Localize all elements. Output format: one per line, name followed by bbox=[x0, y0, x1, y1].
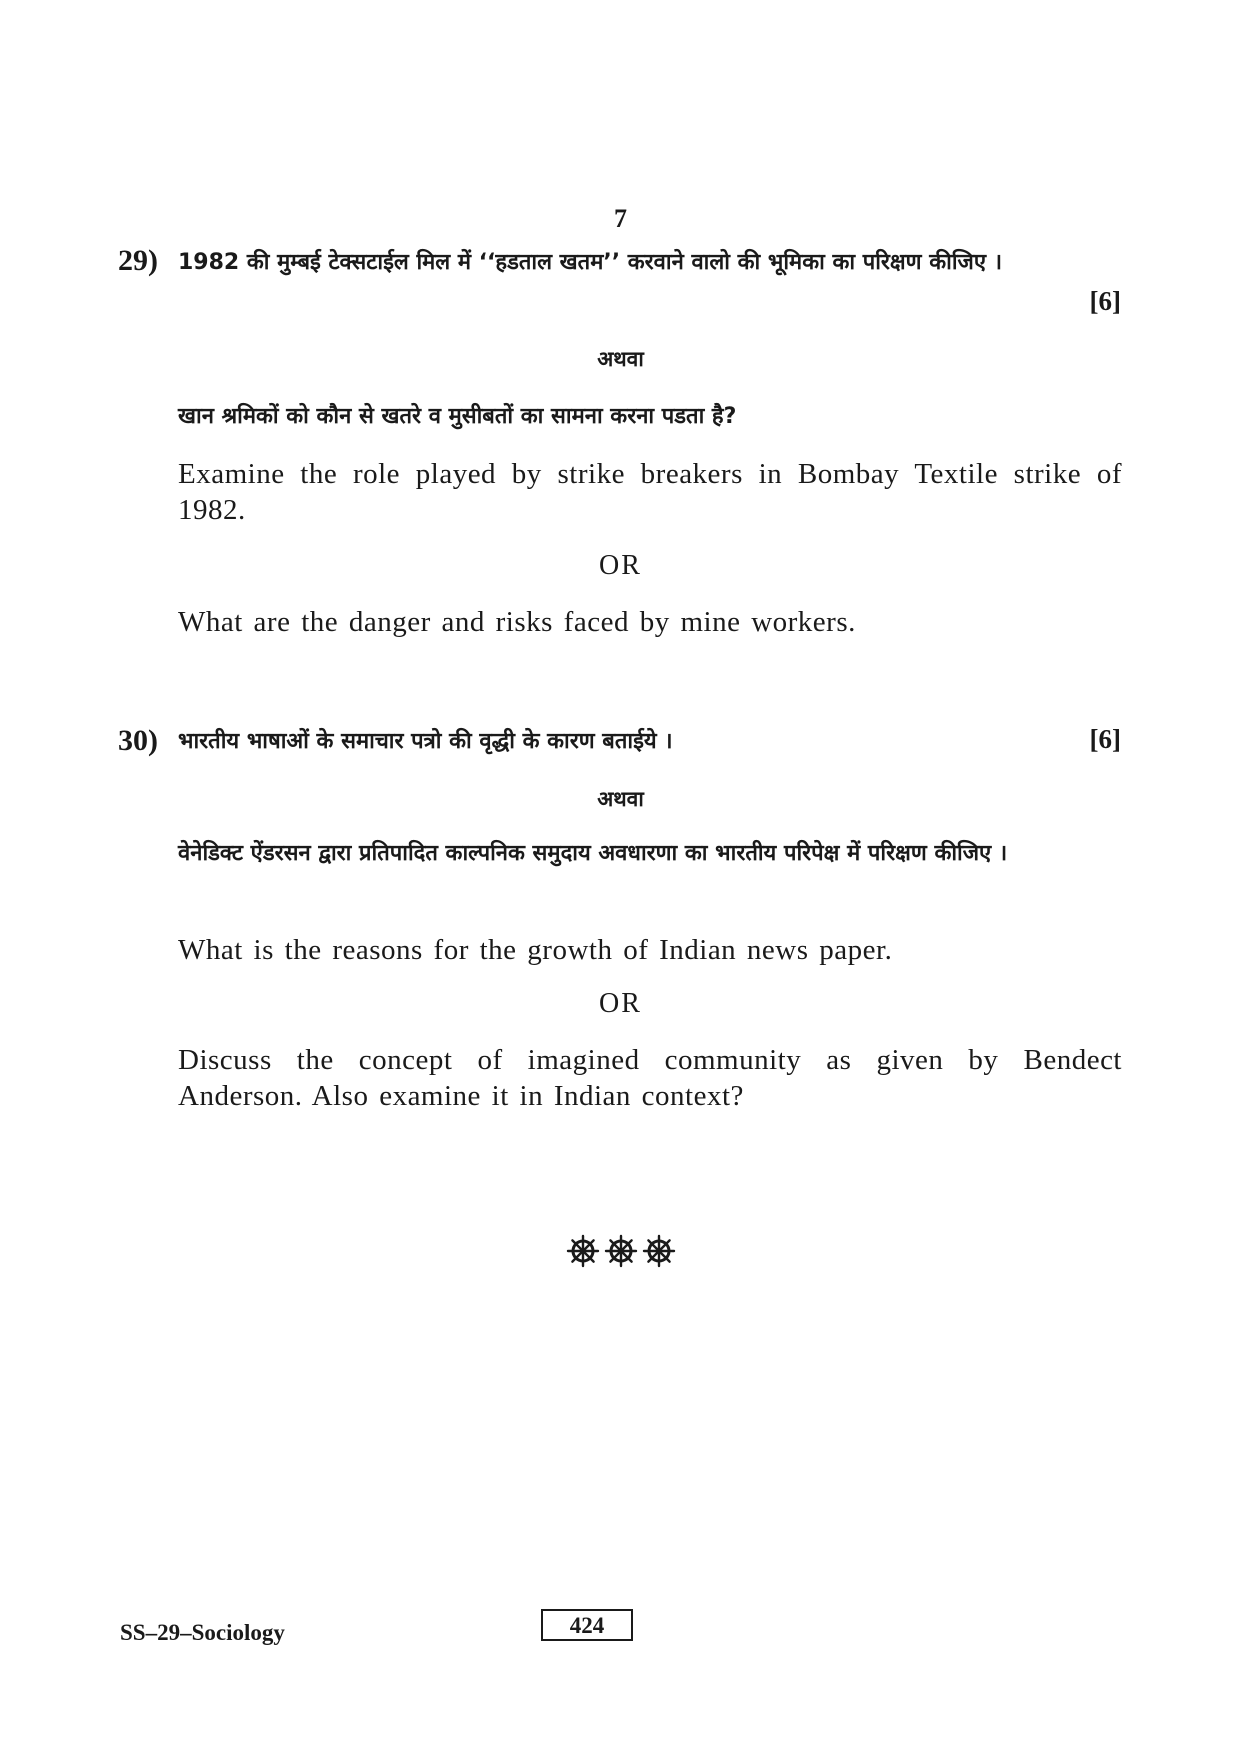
question-30-english-text: What is the reasons for the growth of Indian news paper. bbox=[178, 934, 893, 966]
dharma-wheel-icon bbox=[642, 1234, 676, 1268]
question-30-hindi-or: अथवा bbox=[597, 787, 644, 811]
question-29-hindi-alternative: खान श्रमिकों को कौन से खतरे व मुसीबतों का सामना करना पडता है? bbox=[178, 404, 737, 429]
dharma-wheel-icon bbox=[566, 1234, 600, 1268]
question-30-marks: [6] bbox=[1089, 724, 1121, 754]
question-29-marks: [6] bbox=[1089, 286, 1121, 316]
question-30-english-alternative: Discuss the concept of imagined community as given by Bendect Anderson. Also examine it in Indian context? bbox=[178, 1044, 1122, 1112]
question-30-hindi-alternative: वेनेडिक्ट ऐंडरसन द्वारा प्रतिपादित काल्पनिक समुदाय अवधारणा का भारतीय परिपेक्ष में परिक्षण कीजिए । bbox=[178, 841, 1008, 866]
question-30-hindi-text: भारतीय भाषाओं के समाचार पत्रो की वृद्धी के कारण बताईये । bbox=[178, 729, 673, 754]
question-29-english-alternative: What are the danger and risks faced by mine workers. bbox=[178, 606, 856, 638]
dharma-wheel-icon bbox=[604, 1234, 638, 1268]
question-29-english-or: OR bbox=[599, 550, 642, 581]
question-30-english-or: OR bbox=[599, 988, 642, 1019]
question-29-english-text: Examine the role played by strike breakers in Bombay Textile strike of 1982. bbox=[178, 458, 1122, 526]
question-29-hindi-or: अथवा bbox=[597, 347, 644, 371]
question-29-number: 29) bbox=[118, 244, 158, 277]
question-30-number: 30) bbox=[118, 724, 158, 757]
end-ornament bbox=[0, 1234, 1241, 1268]
page-code-box: 424 bbox=[541, 1609, 633, 1641]
page-number: 7 bbox=[614, 204, 627, 233]
paper-code: SS–29–Sociology bbox=[120, 1620, 285, 1645]
question-29-hindi-text: 1982 की मुम्बई टेक्सटाईल मिल में ‘‘हडताल खतम’’ करवाने वालो की भूमिका का परिक्षण कीजिए । bbox=[178, 250, 1003, 275]
